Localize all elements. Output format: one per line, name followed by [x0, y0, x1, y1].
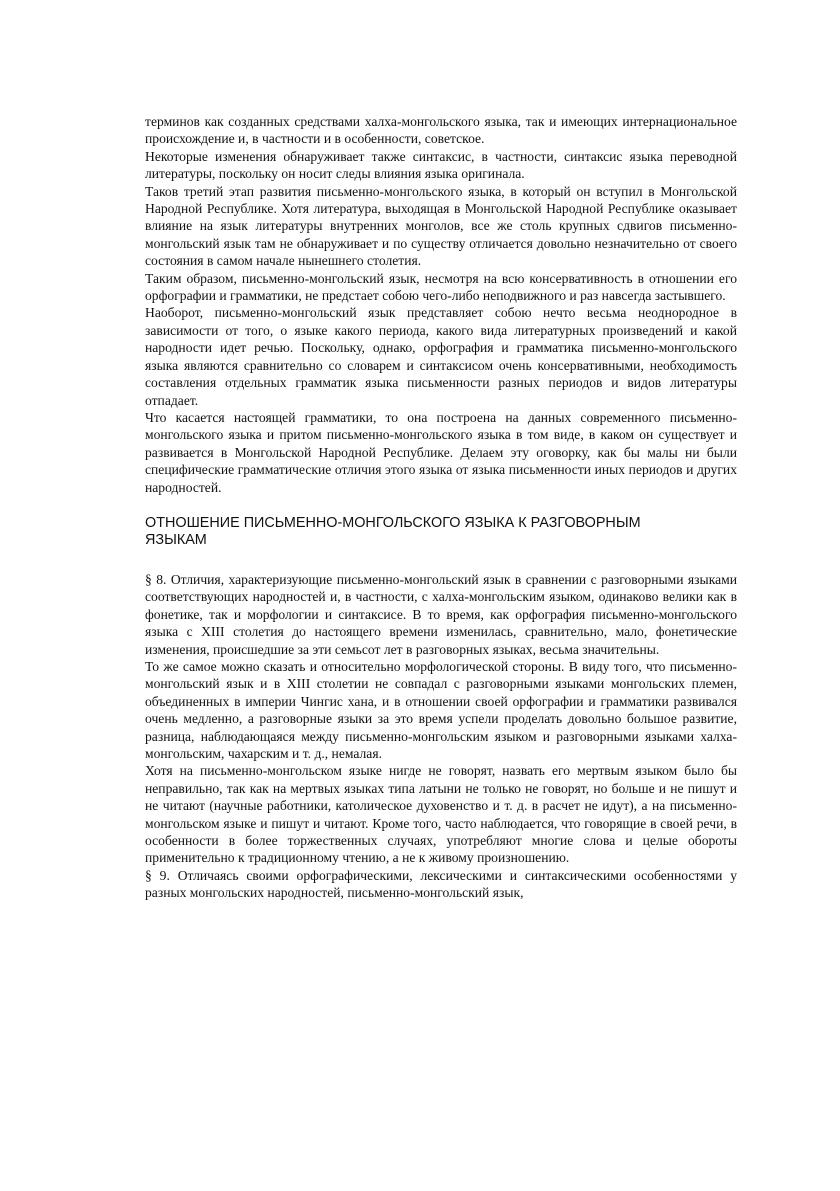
paragraph: § 8. Отличия, характеризующие письменно-монгольский язык в сравнении с разговорными языками соответствующих народностей и, в частности, с халха-монгольским языком, одинаково велики как в фонетике, так и морфологии и синтаксисе. В то время, как орфография письменно-монгольского языка с XIII столетия до настоящего времени изменилась, сравнительно, мало, фонетические изменения, происшедшие за эти семьсот лет в разговорных языках, весьма значительны. — [145, 571, 737, 657]
paragraph: § 9. Отличаясь своими орфографическими, лексическими и синтаксическими особенностями у разных монгольских народностей, письменно-монгольский язык, — [145, 867, 737, 901]
paragraph: То же самое можно сказать и относительно морфологической стороны. В виду того, что письменно-монгольский язык и в XIII столетии не совпадал с разговорными языками монгольских племен, объединенных в империи Чингис хана, и в отношении своей орфографии и грамматики развивался очень медленно, а разговорные языки за это время успели проделать довольно большое развитие, разница, наблюдающаяся между письменно-монгольским языком и разговорными языками халха-монгольским, чахарским и т. д., немалая. — [145, 658, 737, 761]
paragraph: Хотя на письменно-монгольском языке нигде не говорят, назвать его мертвым языком было бы неправильно, так как на мертвых языках типа латыни не только не говорят, но больше и не пишут и не читают (научные работники, католическое духовенство и т. д. в расчет не идут), а на письменно-монгольском языке и пишут и читают. Кроме того, часто наблюдается, что говорящие в своей речи, в особенности в более торжественных случаях, употребляют многие слова и целые обороты применительно к традиционному чтению, а не к живому произношению. — [145, 763, 737, 866]
section-heading: ОТНОШЕНИЕ ПИСЬМЕННО-МОНГОЛЬСКОГО ЯЗЫКА К РАЗГОВОРНЫМ ЯЗЫКАМ — [145, 514, 641, 549]
paragraph: терминов как созданных средствами халха-монгольского языка, так и имеющих интернациональное происхождение и, в частности и в особенности, советское. — [145, 114, 737, 147]
document-page — [145, 113, 737, 902]
paragraph: Таков третий этап развития письменно-монгольского языка, в который он вступил в Монгольской Народной Республике. Хотя литература, выходящая в Монгольской Народной Республике оказывает влияние на язык литературы внутренних монголов, все же столь крупных сдвигов письменно-монгольский язык там не обнаруживает и по существу отличается довольно незначительно от своего состояния в самом начале нынешнего столетия. — [145, 183, 737, 269]
paragraph: Некоторые изменения обнаруживает также синтаксис, в частности, синтаксис языка переводной литературы, поскольку он носит следы влияния языка оригинала. — [145, 148, 737, 182]
paragraph: Наоборот, письменно-монгольский язык представляет собою нечто весьма неоднородное в зависимости от того, о языке какого периода, какого вида литературных произведений и какой народности идет речью. Поскольку, однако, орфография и грамматика письменно-монгольского языка являются сравнительно со словарем и синтаксисом очень консервативными, необходимость составления отдельных грамматик языка письменности разных периодов и видов литературы отпадает. — [145, 305, 737, 408]
paragraph: Таким образом, письменно-монгольский язык, несмотря на всю консервативность в отношении его орфографии и грамматики, не предстает собою чего-либо неподвижного и раз навсегда застывшего. — [145, 270, 737, 304]
paragraph: Что касается настоящей грамматики, то она построена на данных современного письменно-монгольского языка и притом письменно-монгольского языка в том виде, в каком он существует и развивается в Монгольской Народной Республике. Делаем эту оговорку, как бы малы ни были специфические грамматические отличия этого языка от языка письменности иных периодов и других народностей. — [145, 409, 737, 495]
